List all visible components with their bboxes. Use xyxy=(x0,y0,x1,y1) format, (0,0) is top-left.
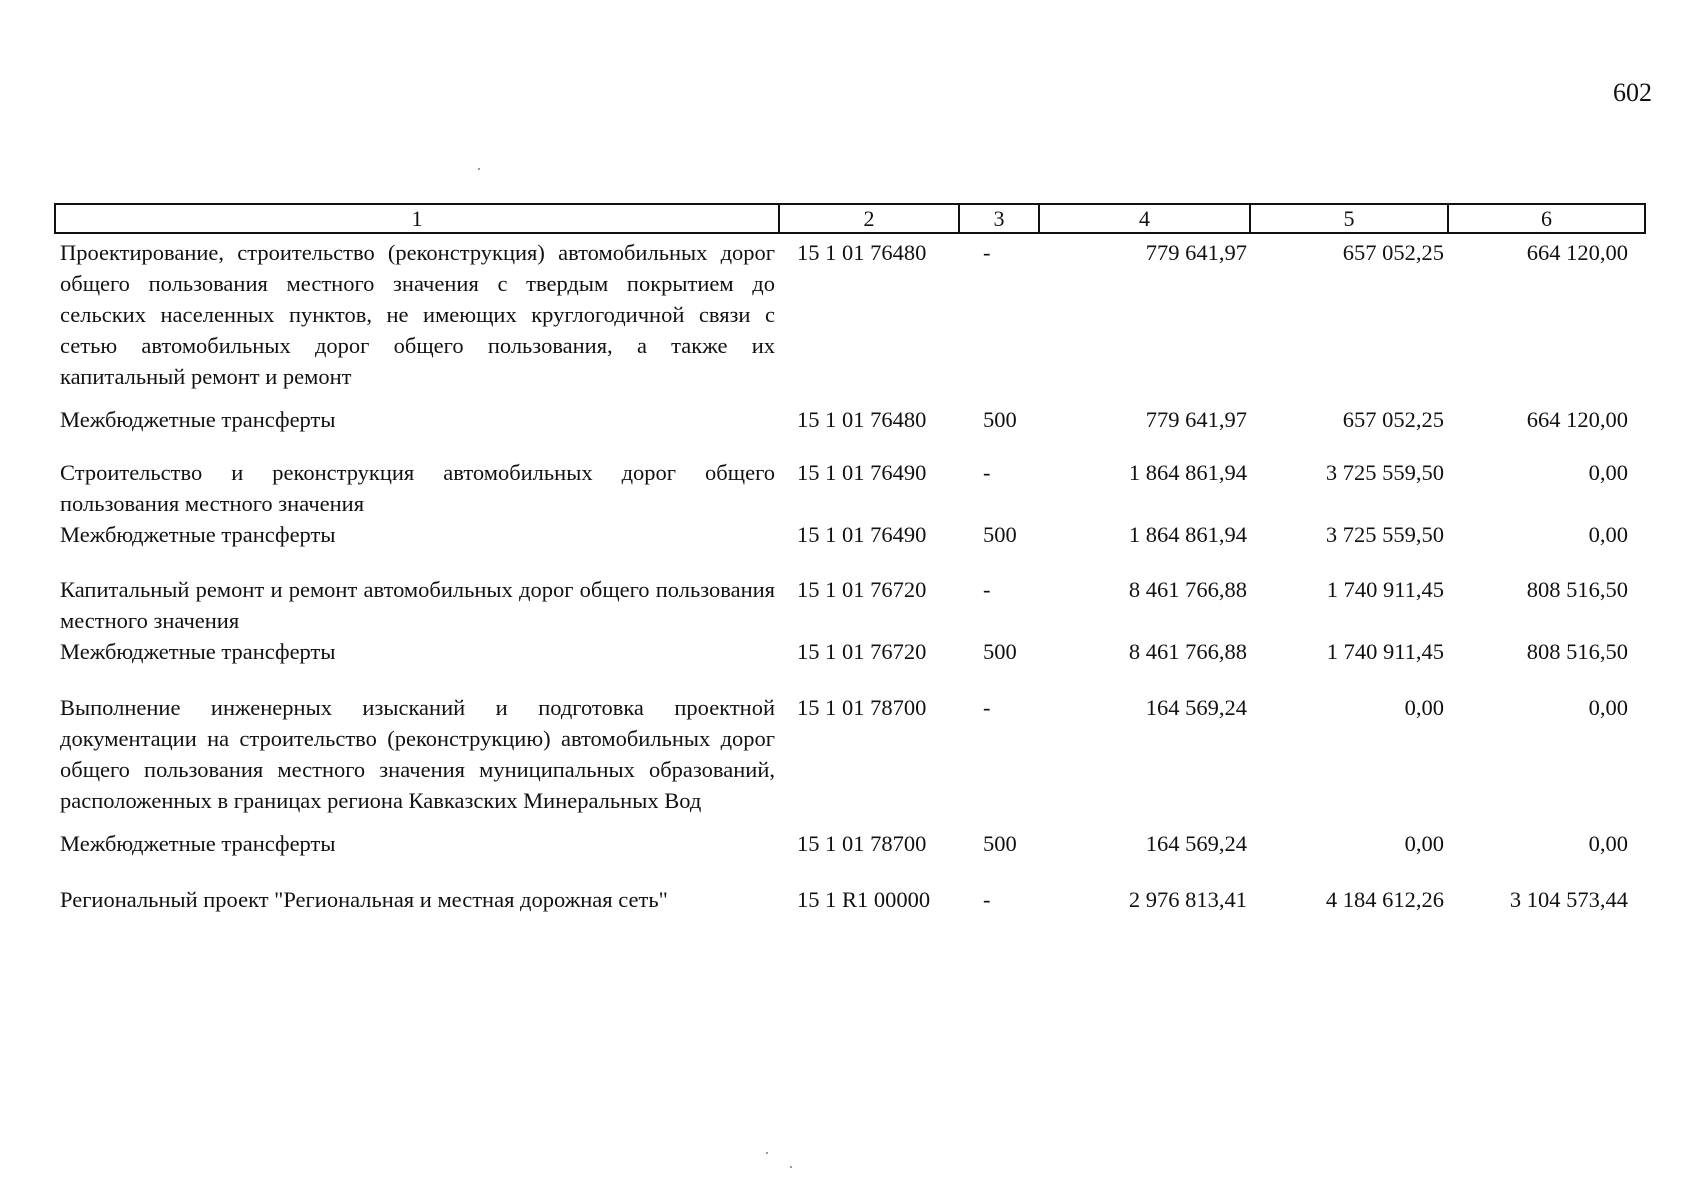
row-description: Межбюджетные трансферты xyxy=(60,522,336,547)
row-value-6: 0,00 xyxy=(1588,460,1628,485)
budget-table xyxy=(54,203,1646,915)
row-value-5: 3 725 559,50 xyxy=(1325,460,1444,485)
table-row xyxy=(55,636,1645,692)
row-value-4: 8 461 766,88 xyxy=(1128,577,1247,602)
column-header-5: 5 xyxy=(1250,204,1448,233)
row-expense-type: - xyxy=(983,240,991,265)
row-code: 15 1 01 76720 xyxy=(797,577,927,602)
row-value-6: 0,00 xyxy=(1588,695,1628,720)
row-description: Выполнение инженерных изысканий и подготовка проектной документации на строительство (реконструкцию) автомобильных дорог общего пользования местного значения муниципальных образований, расположенных в границах региона Кавказских Минеральных Вод xyxy=(60,695,775,813)
row-expense-type: - xyxy=(983,460,991,485)
row-value-5: 3 725 559,50 xyxy=(1325,522,1444,547)
table-body xyxy=(55,233,1645,915)
row-description: Строительство и реконструкция автомобильных дорог общего пользования местного значения xyxy=(60,460,775,516)
row-value-5: 1 740 911,45 xyxy=(1326,639,1444,664)
scan-speck xyxy=(790,1166,792,1168)
row-code: 15 1 01 78700 xyxy=(797,831,927,856)
row-value-4: 164 569,24 xyxy=(1145,831,1247,856)
row-code: 15 1 01 76490 xyxy=(797,522,927,547)
row-value-6: 0,00 xyxy=(1588,522,1628,547)
table-header xyxy=(55,204,1645,233)
scan-speck xyxy=(478,168,480,170)
row-value-5: 657 052,25 xyxy=(1342,407,1444,432)
row-value-5: 1 740 911,45 xyxy=(1326,577,1444,602)
table-row xyxy=(55,574,1645,636)
row-code: 15 1 01 76490 xyxy=(797,460,927,485)
row-code: 15 1 01 76720 xyxy=(797,639,927,664)
row-description: Межбюджетные трансферты xyxy=(60,407,336,432)
table-row xyxy=(55,404,1645,457)
row-value-6: 664 120,00 xyxy=(1526,407,1628,432)
row-expense-type: 500 xyxy=(983,831,1017,856)
row-code: 15 1 01 76480 xyxy=(797,407,927,432)
row-description: Межбюджетные трансферты xyxy=(60,831,336,856)
row-expense-type: - xyxy=(983,887,991,912)
row-value-6: 3 104 573,44 xyxy=(1509,887,1628,912)
row-code: 15 1 R1 00000 xyxy=(797,887,931,912)
row-value-4: 779 641,97 xyxy=(1145,407,1247,432)
row-description: Капитальный ремонт и ремонт автомобильных дорог общего пользования местного значения xyxy=(60,577,775,633)
header-row xyxy=(55,204,1645,233)
row-description: Региональный проект "Региональная и местная дорожная сеть" xyxy=(60,887,668,912)
column-header-2: 2 xyxy=(779,204,959,233)
table-row xyxy=(55,519,1645,574)
row-expense-type: 500 xyxy=(983,639,1017,664)
row-description: Проектирование, строительство (реконструкция) автомобильных дорог общего пользования местного значения с твердым покрытием до сельских населенных пунктов, не имеющих круглогодичной связи с сетью автомобильных дорог общего пользования, а также их капитальный ремонт и ремонт xyxy=(60,240,775,389)
table-row xyxy=(55,884,1645,915)
column-header-4: 4 xyxy=(1039,204,1250,233)
row-value-6: 664 120,00 xyxy=(1526,240,1628,265)
row-value-4: 2 976 813,41 xyxy=(1128,887,1247,912)
column-header-6: 6 xyxy=(1448,204,1645,233)
row-value-5: 0,00 xyxy=(1404,831,1444,856)
row-value-5: 4 184 612,26 xyxy=(1325,887,1444,912)
table-row xyxy=(55,457,1645,519)
row-value-6: 0,00 xyxy=(1588,831,1628,856)
row-value-4: 8 461 766,88 xyxy=(1128,639,1247,664)
column-header-3: 3 xyxy=(959,204,1039,233)
row-code: 15 1 01 76480 xyxy=(797,240,927,265)
row-value-6: 808 516,50 xyxy=(1526,577,1628,602)
row-value-5: 657 052,25 xyxy=(1342,240,1444,265)
row-value-4: 779 641,97 xyxy=(1145,240,1247,265)
row-code: 15 1 01 78700 xyxy=(797,695,927,720)
row-expense-type: - xyxy=(983,577,991,602)
column-header-1: 1 xyxy=(55,204,779,233)
page-number: 602 xyxy=(1613,78,1652,107)
table-row xyxy=(55,828,1645,884)
table-row xyxy=(55,233,1645,404)
row-value-5: 0,00 xyxy=(1404,695,1444,720)
row-expense-type: 500 xyxy=(983,407,1017,432)
row-value-6: 808 516,50 xyxy=(1526,639,1628,664)
row-expense-type: - xyxy=(983,695,991,720)
table-row xyxy=(55,692,1645,828)
row-value-4: 164 569,24 xyxy=(1145,695,1247,720)
scan-speck xyxy=(766,1152,768,1154)
row-expense-type: 500 xyxy=(983,522,1017,547)
row-description: Межбюджетные трансферты xyxy=(60,639,336,664)
row-value-4: 1 864 861,94 xyxy=(1128,460,1247,485)
row-value-4: 1 864 861,94 xyxy=(1128,522,1247,547)
